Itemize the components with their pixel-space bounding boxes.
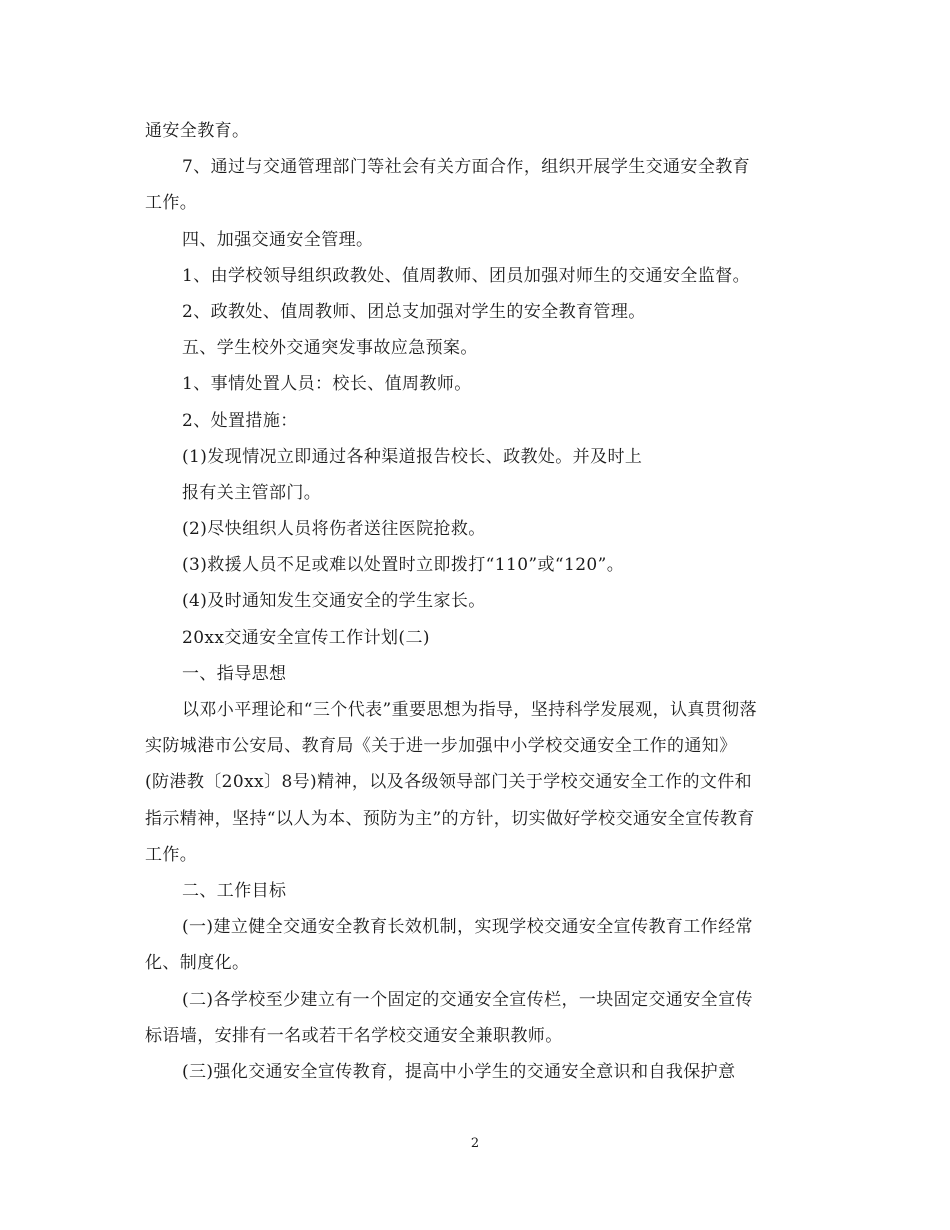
text-line: 工作。 <box>145 193 198 214</box>
text-line: (3)救援人员不足或难以处置时立即拨打“110”或“120”。 <box>182 555 625 576</box>
text-line: 2、政教处、值周教师、团总支加强对学生的安全教育管理。 <box>182 301 646 322</box>
text-line: (4)及时通知发生交通安全的学生家长。 <box>182 591 486 612</box>
section-heading: 五、学生校外交通突发事故应急预案。 <box>182 338 478 359</box>
text-line: 指示精神，坚持“以人为本、预防为主”的方针，切实做好学校交通安全宣传教育 <box>145 808 755 829</box>
text-line: 实防城港市公安局、教育局《关于进一步加强中小学校交通安全工作的通知》 <box>145 736 737 757</box>
section-heading: 二、工作目标 <box>182 880 287 901</box>
text-line: 7、通过与交通管理部门等社会有关方面合作，组织开展学生交通安全教育 <box>182 157 751 178</box>
text-line: (三)强化交通安全宣传教育，提高中小学生的交通安全意识和自我保护意 <box>182 1061 736 1082</box>
text-line: (1)发现情况立即通过各种渠道报告校长、政教处。并及时上 <box>182 446 643 467</box>
text-line: 以邓小平理论和“三个代表”重要思想为指导，坚持科学发展观，认真贯彻落 <box>182 700 757 720</box>
text-line: 2、处置措施： <box>182 410 298 431</box>
text-line: 1、由学校领导组织政教处、值周教师、团员加强对师生的交通安全监督。 <box>182 265 751 286</box>
text-line: 1、事情处置人员：校长、值周教师。 <box>182 374 472 395</box>
text-line: (防港教〔20xx〕8号)精神，以及各级领导部门关于学校交通安全工作的文件和 <box>145 772 753 793</box>
text-line: (一)建立健全交通安全教育长效机制，实现学校交通安全宣传教育工作经常 <box>182 917 753 938</box>
page-number: 2 <box>470 1136 480 1151</box>
text-line: 报有关主管部门。 <box>182 482 322 503</box>
document-body <box>145 113 805 1090</box>
text-line: 工作。 <box>145 844 198 865</box>
text-line: 通安全教育。 <box>145 121 250 141</box>
document-title: 20xx交通安全宣传工作计划(二) <box>182 627 430 648</box>
section-heading: 四、加强交通安全管理。 <box>182 229 374 250</box>
text-line: (二)各学校至少建立有一个固定的交通安全宣传栏，一块固定交通安全宣传 <box>182 989 753 1010</box>
text-line: 标语墙，安排有一名或若干名学校交通安全兼职教师。 <box>145 1025 563 1046</box>
text-line: 化、制度化。 <box>145 953 250 974</box>
text-line: (2)尽快组织人员将伤者送往医院抢救。 <box>182 519 486 540</box>
section-heading: 一、指导思想 <box>182 663 287 684</box>
